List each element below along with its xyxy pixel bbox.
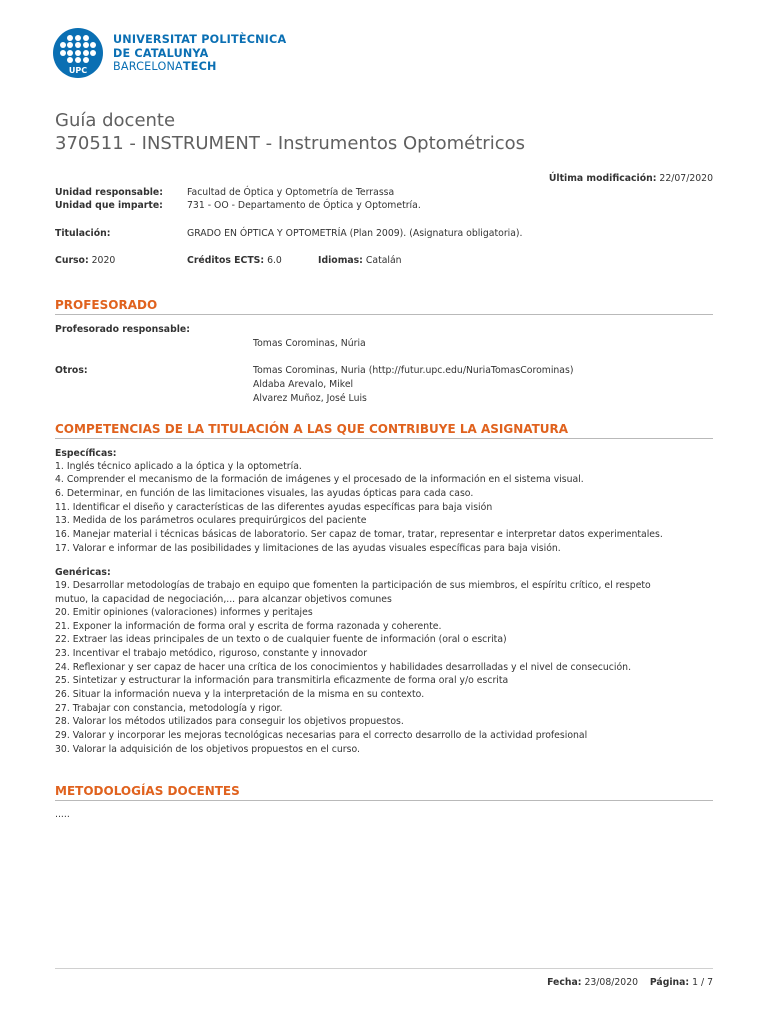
pagina-label: Página: bbox=[649, 977, 690, 988]
list-item: 21. Exponer la información de forma oral y escrita de forma razonada y coherente. bbox=[55, 621, 442, 632]
otros-item: Tomas Corominas, Nuria (http://futur.upc.edu/NuriaTomasCorominas) bbox=[253, 365, 574, 376]
list-item: 19. Desarrollar metodologías de trabajo en equipo que fomenten la participación de sus miembros, el espíritu crítico, el respeto bbox=[55, 580, 651, 591]
list-item: mutuo, la capacidad de negociación,... para alcanzar objetivos comunes bbox=[55, 594, 392, 605]
list-item: 22. Extraer las ideas principales de un texto o de cualquier fuente de información (oral o escrita) bbox=[55, 634, 507, 645]
upc-logo-icon bbox=[53, 28, 103, 78]
idiomas-value: Catalán bbox=[365, 255, 402, 266]
curso-value: 2020 bbox=[91, 255, 116, 266]
university-name-line3 bbox=[113, 60, 286, 74]
university-name-line1: UNIVERSITAT POLITÈCNICA bbox=[113, 33, 287, 46]
especificas-label: Específicas: bbox=[55, 448, 117, 459]
list-item: 29. Valorar y incorporar les mejoras tecnológicas necesarias para el correcto desarrollo de la actividad profesional bbox=[55, 730, 588, 741]
unidad-imparte-label: Unidad que imparte: bbox=[55, 200, 163, 211]
page-footer bbox=[547, 977, 713, 988]
titulacion-value: GRADO EN ÓPTICA Y OPTOMETRÍA (Plan 2009). (Asignatura obligatoria). bbox=[187, 228, 523, 239]
last-modified-value: 22/07/2020 bbox=[659, 173, 713, 184]
barcelona-text: BARCELONA bbox=[113, 60, 183, 73]
creditos-label: Créditos ECTS: bbox=[187, 255, 265, 266]
list-item: 17. Valorar e informar de las posibilidades y limitaciones de las ayudas visuales específicas para baja visión. bbox=[55, 543, 561, 554]
list-item: 23. Incentivar el trabajo metódico, riguroso, constante y innovador bbox=[55, 648, 368, 659]
creditos bbox=[187, 254, 282, 268]
profesorado-responsable-label: Profesorado responsable: bbox=[55, 324, 190, 335]
list-item: 13. Medida de los parámetros oculares prequirúrgicos del paciente bbox=[55, 515, 367, 526]
otros-item: Aldaba Arevalo, Mikel bbox=[253, 379, 354, 390]
list-item: 20. Emitir opiniones (valoraciones) informes y peritajes bbox=[55, 607, 313, 618]
list-item: 4. Comprender el mecanismo de la formación de imágenes y el procesado de la información en el sistema visual. bbox=[55, 474, 584, 485]
titulacion-label: Titulación: bbox=[55, 228, 111, 239]
curso bbox=[55, 254, 115, 268]
profesorado-responsable-value: Tomas Corominas, Núria bbox=[253, 338, 366, 349]
creditos-value: 6.0 bbox=[267, 255, 282, 266]
last-modified-label: Última modificación: bbox=[548, 173, 657, 184]
fecha-label: Fecha: bbox=[547, 977, 582, 988]
unidad-imparte-value: 731 - OO - Departamento de Óptica y Optometría. bbox=[187, 200, 421, 211]
page-title: Guía docente bbox=[55, 110, 176, 131]
list-item: 28. Valorar los métodos utilizados para conseguir los objetivos propuestos. bbox=[55, 716, 404, 727]
otros-item: Alvarez Muñoz, José Luis bbox=[253, 393, 367, 404]
logo-upc-text: UPC bbox=[68, 66, 88, 75]
course-title: 370511 - INSTRUMENT - Instrumentos Optométricos bbox=[55, 133, 525, 154]
otros-label: Otros: bbox=[55, 365, 88, 376]
idiomas-label: Idiomas: bbox=[318, 255, 363, 266]
fecha-value: 23/08/2020 bbox=[584, 977, 639, 988]
list-item: 6. Determinar, en función de las limitaciones visuales, las ayudas ópticas para cada caso. bbox=[55, 488, 474, 499]
metodologias-body: ..... bbox=[55, 809, 70, 820]
list-item: 26. Situar la información nueva y la interpretación de la misma en su contexto. bbox=[55, 689, 425, 700]
tech-text: TECH bbox=[182, 60, 217, 73]
unidad-responsable-value: Facultad de Óptica y Optometría de Terrassa bbox=[187, 187, 395, 198]
list-item: 1. Inglés técnico aplicado a la óptica y la optometría. bbox=[55, 461, 302, 472]
last-modified bbox=[549, 172, 713, 186]
upc-logo bbox=[53, 28, 293, 78]
idiomas bbox=[318, 254, 402, 268]
list-item: 16. Manejar material i técnicas básicas de laboratorio. Ser capaz de tomar, tratar, representar e interpretar datos experimentales. bbox=[55, 529, 663, 540]
university-name-line2: DE CATALUNYA bbox=[113, 46, 209, 60]
list-item: 27. Trabajar con constancia, metodología y rigor. bbox=[55, 703, 283, 714]
list-item: 11. Identificar el diseño y características de las diferentes ayudas específicas para baja visión bbox=[55, 502, 493, 513]
list-item: 30. Valorar la adquisición de los objetivos propuestos en el curso. bbox=[55, 744, 360, 755]
footer-divider bbox=[55, 968, 713, 969]
curso-label: Curso: bbox=[55, 255, 89, 266]
list-item: 24. Reflexionar y ser capaz de hacer una crítica de los conocimientos y habilidades desarrolladas y el nivel de consecución. bbox=[55, 662, 632, 673]
list-item: 25. Sintetizar y estructurar la información para transmitirla eficazmente de forma oral y/o escrita bbox=[55, 675, 509, 686]
section-title-metodologias: METODOLOGÍAS DOCENTES bbox=[55, 784, 713, 801]
genericas-label: Genéricas: bbox=[55, 567, 111, 578]
unidad-responsable-label: Unidad responsable: bbox=[55, 187, 163, 198]
section-title-competencias: COMPETENCIAS DE LA TITULACIÓN A LAS QUE CONTRIBUYE LA ASIGNATURA bbox=[55, 422, 713, 439]
pagina-value: 1 / 7 bbox=[692, 977, 713, 988]
section-title-profesorado: PROFESORADO bbox=[55, 298, 713, 315]
